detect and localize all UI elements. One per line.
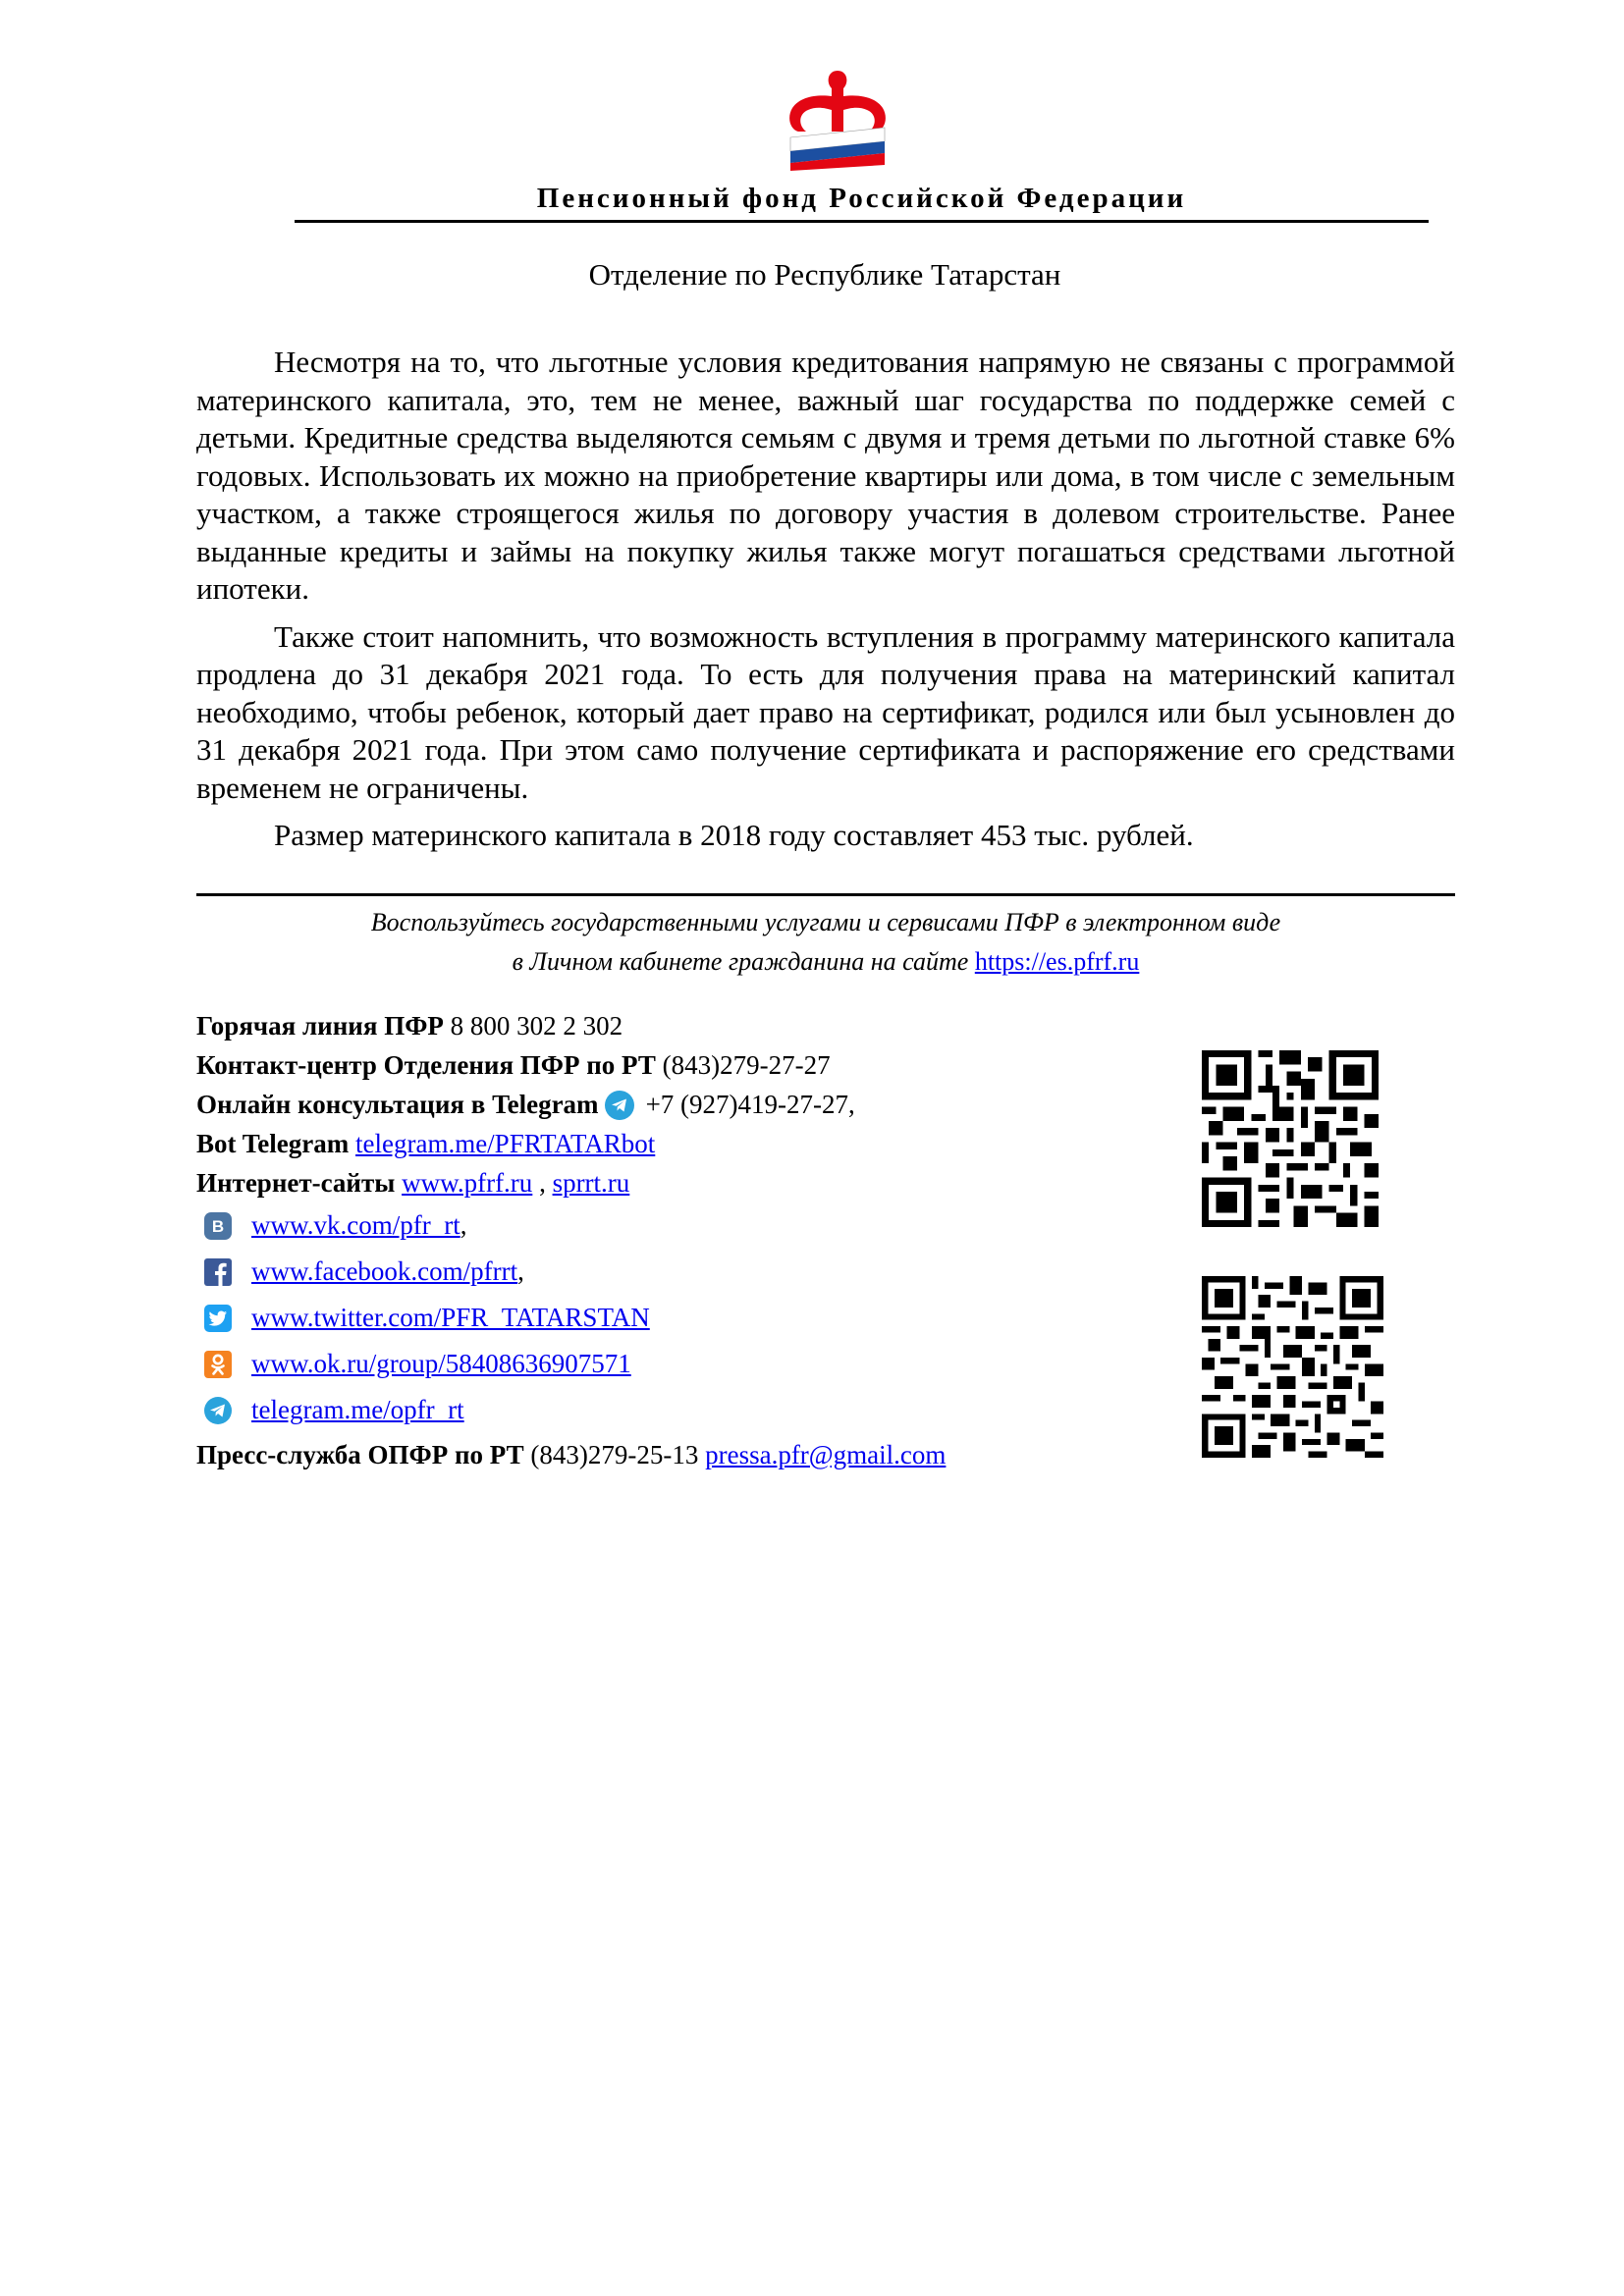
svg-text:B: B: [211, 1216, 225, 1236]
qr-code-top: [1202, 1050, 1379, 1227]
telegram-icon: [204, 1397, 232, 1424]
pfrf-site-link[interactable]: www.pfrf.ru: [402, 1168, 533, 1198]
twitter-icon: [204, 1305, 232, 1332]
header-divider: [295, 220, 1429, 223]
contact-center-label: Контакт-центр Отделения ПФР по РТ: [196, 1050, 656, 1080]
sites-separator: ,: [532, 1168, 553, 1198]
press-service-label: Пресс-служба ОПФР по РТ: [196, 1440, 524, 1469]
bot-telegram-row: [196, 1124, 1178, 1163]
twitter-link[interactable]: www.twitter.com/PFR_TATARSTAN: [251, 1303, 650, 1332]
social-row-vk: [196, 1202, 1178, 1249]
press-service-row: [196, 1435, 1178, 1474]
vk-icon: [204, 1212, 232, 1240]
hotline-label: Горячая линия ПФР: [196, 1011, 444, 1041]
promo-line-2: [196, 942, 1455, 982]
paragraph: Несмотря на то, что льготные условия кредитования напрямую не связаны с программой материнского капитала, это, тем не менее, важный шаг государства по поддержке семей с детьми. Кредитные средства выделяются семьям с двумя и тремя детьми по льготной ставке 6% годовых. Использовать их можно на приобретение квартиры или дома, в том числе с земельным участком, а также строящегося жилья по договору участия в долевом строительстве. Ранее выданные кредиты и займы на покупку жилья также могут погашаться средствами льготной ипотеки.: [196, 345, 1455, 606]
social-row-odnoklassniki: [196, 1341, 1178, 1387]
contact-center-row: [196, 1045, 1178, 1085]
odnoklassniki-link[interactable]: www.ok.ru/group/58408636907571: [251, 1349, 631, 1378]
paragraph: Также стоит напомнить, что возможность вступления в программу материнского капитала продлена до 31 декабря 2021 года. То есть для получения права на материнский капитал необходимо, чтобы ребенок, который дает право на сертификат, родился или был усыновлен до 31 декабря 2021 года. При этом само получение сертификата и распоряжение его средствами временем не ограничены.: [196, 618, 1455, 805]
contacts-block: [196, 1006, 1178, 1474]
bot-telegram-label: Bot Telegram: [196, 1129, 350, 1158]
telegram-icon: [605, 1091, 634, 1120]
vk-link[interactable]: www.vk.com/pfr_rt: [251, 1210, 460, 1240]
hotline-row: [196, 1006, 1178, 1045]
telegram-channel-link[interactable]: telegram.me/opfr_rt: [251, 1395, 464, 1424]
promo-line-1: Воспользуйтесь государственными услугами и сервисами ПФР в электронном виде: [370, 908, 1281, 936]
facebook-link[interactable]: www.facebook.com/pfrrt: [251, 1256, 518, 1286]
facebook-icon: [204, 1258, 232, 1286]
promo-block: [196, 903, 1455, 982]
press-phone: (843)279-25-13: [530, 1440, 699, 1469]
social-row-facebook: [196, 1249, 1178, 1295]
hotline-value: 8 800 302 2 302: [450, 1011, 623, 1041]
facebook-link-suffix: ,: [517, 1256, 524, 1286]
contact-center-value: (843)279-27-27: [662, 1050, 831, 1080]
article-body: [196, 344, 1455, 865]
department-title: Отделение по Республике Татарстан: [588, 257, 1061, 292]
press-email-link[interactable]: pressa.pfr@gmail.com: [705, 1440, 947, 1469]
online-consult-value: +7 (927)419-27-27,: [645, 1090, 855, 1119]
odnoklassniki-icon: [204, 1351, 232, 1378]
online-consult-row: [196, 1085, 1178, 1124]
social-row-twitter: [196, 1295, 1178, 1341]
section-divider: [196, 893, 1455, 896]
vk-link-suffix: ,: [460, 1210, 467, 1240]
paragraph: Размер материнского капитала в 2018 году составляет 453 тыс. рублей.: [274, 818, 1194, 852]
sprrt-site-link[interactable]: sprrt.ru: [552, 1168, 630, 1198]
bot-telegram-link[interactable]: telegram.me/PFRTATARbot: [355, 1129, 656, 1158]
promo-text: в Личном кабинете гражданина на сайте: [512, 947, 969, 976]
social-row-telegram: [196, 1387, 1178, 1433]
online-consult-label: Онлайн консультация в Telegram: [196, 1090, 599, 1119]
es-pfrf-link[interactable]: https://es.pfrf.ru: [974, 947, 1140, 976]
websites-row: [196, 1163, 1178, 1202]
websites-label: Интернет-сайты: [196, 1168, 396, 1198]
org-title: Пенсионный фонд Российской Федерации: [536, 183, 1187, 214]
pfr-logo: [785, 69, 891, 171]
qr-code-bottom: [1202, 1276, 1383, 1458]
